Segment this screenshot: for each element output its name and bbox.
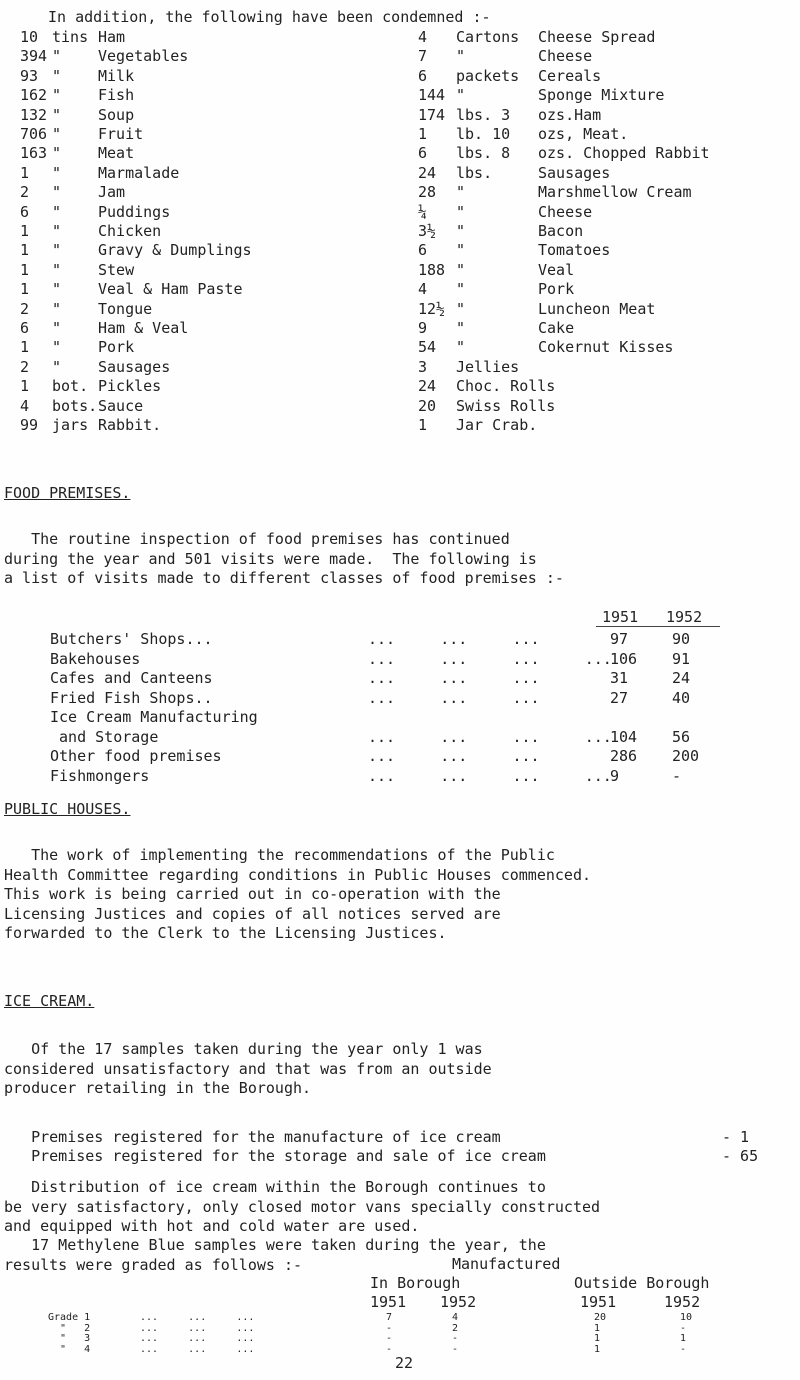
condemned-unit: " bbox=[456, 86, 466, 105]
fp-1952: 24 bbox=[672, 669, 691, 687]
public-houses-heading: PUBLIC HOUSES. bbox=[4, 800, 131, 818]
condemned-qty: 4 bbox=[20, 396, 30, 415]
condemned-qty: 706 bbox=[20, 125, 48, 143]
fp-row bbox=[0, 708, 800, 727]
condemned-qty: 1 bbox=[418, 416, 428, 434]
condemned-qty: 1 bbox=[20, 163, 30, 182]
condemned-qty: 1 bbox=[20, 338, 30, 357]
food-premises-paragraph-line: a list of visits made to different classes of food premises :- bbox=[4, 569, 564, 587]
condemned-item: Soup bbox=[98, 105, 135, 124]
public-houses-paragraph-line: This work is being carried out in co-operation with the bbox=[4, 885, 501, 903]
condemned-item: Ham & Veal bbox=[98, 319, 189, 337]
condemned-qty: 162 bbox=[20, 86, 48, 105]
condemned-unit: bot. bbox=[52, 377, 89, 396]
condemned-item: Marshmellow Cream bbox=[538, 183, 692, 202]
condemned-qty: 24 bbox=[418, 163, 437, 182]
mb-col-in-borough: In Borough bbox=[370, 1274, 461, 1292]
condemned-qty: 1 bbox=[20, 222, 30, 240]
mb-col-outside-borough: Outside Borough bbox=[574, 1274, 710, 1292]
fp-1952: 40 bbox=[672, 688, 691, 707]
fp-dots: ... ... ... bbox=[368, 630, 540, 648]
mb-in-1951: - bbox=[386, 1343, 393, 1355]
condemned-row-right bbox=[0, 377, 800, 396]
intro-line: In addition, the following have been condemned :- bbox=[48, 8, 491, 26]
condemned-qty: 2 bbox=[20, 299, 30, 318]
mb-out-1952: 10 bbox=[680, 1312, 693, 1323]
public-houses-paragraph-line: The work of implementing the recommendations of the Public bbox=[4, 846, 555, 864]
mb-in-1951: - bbox=[386, 1322, 393, 1334]
condemned-item: Milk bbox=[98, 66, 135, 85]
condemned-item: Sausages bbox=[98, 357, 171, 376]
condemned-qty: 132 bbox=[20, 105, 48, 124]
condemned-unit: " bbox=[52, 144, 62, 163]
mb-out-1952: - bbox=[680, 1343, 687, 1355]
fp-label: Fishmongers bbox=[50, 766, 150, 785]
condemned-unit: " bbox=[52, 222, 62, 240]
condemned-unit: " bbox=[456, 260, 466, 279]
condemned-qty: 3½ bbox=[418, 222, 437, 240]
condemned-unit: " bbox=[456, 241, 466, 260]
ice-cream-paragraph-2-line: be very satisfactory, only closed motor vans specially constructed bbox=[4, 1197, 601, 1216]
fp-1952: 90 bbox=[672, 630, 691, 648]
fp-1951: 27 bbox=[610, 688, 629, 707]
condemned-item: Luncheon Meat bbox=[538, 299, 656, 318]
condemned-item: Vegetables bbox=[98, 47, 189, 66]
condemned-unit: " bbox=[456, 280, 466, 299]
mb-dots: ... ... ... bbox=[140, 1312, 255, 1323]
mb-table-title: Manufactured bbox=[452, 1255, 561, 1273]
fp-dots: ... ... ... ... bbox=[368, 766, 612, 785]
fp-row bbox=[0, 650, 800, 669]
condemned-item: Marmalade bbox=[98, 163, 180, 182]
mb-grade-label: Grade 1 bbox=[48, 1312, 91, 1323]
condemned-qty: 188 bbox=[418, 260, 446, 279]
condemned-item: Cheese Spread bbox=[538, 28, 656, 46]
condemned-item: Cake bbox=[538, 319, 575, 337]
fp-1952: - bbox=[672, 766, 682, 785]
condemned-unit: " bbox=[52, 202, 62, 221]
mb-dots: ... ... ... bbox=[140, 1333, 255, 1344]
condemned-unit: " bbox=[456, 338, 466, 357]
condemned-row-right bbox=[0, 125, 800, 144]
condemned-item: Meat bbox=[98, 144, 135, 163]
condemned-unit: tins bbox=[52, 28, 89, 46]
condemned-unit: lbs. 8 bbox=[456, 144, 511, 163]
condemned-qty: 2 bbox=[20, 357, 30, 376]
fp-row bbox=[0, 747, 800, 766]
mb-in-1952: 4 bbox=[452, 1312, 459, 1323]
condemned-qty: 1 bbox=[20, 260, 30, 279]
mb-in-1952: - bbox=[452, 1343, 459, 1355]
food-premises-heading: FOOD PREMISES. bbox=[4, 484, 131, 502]
fp-1951: 97 bbox=[610, 630, 629, 648]
fp-dots: ... ... ... bbox=[368, 688, 540, 707]
ice-cream-paragraph-3-line: 17 Methylene Blue samples were taken during the year, the bbox=[4, 1236, 546, 1254]
ice-cream-paragraph-3-line: results were graded as follows :- bbox=[4, 1255, 303, 1274]
condemned-item: Cereals bbox=[538, 66, 602, 85]
mb-out-1952: - bbox=[680, 1322, 687, 1334]
condemned-qty: 1 bbox=[20, 241, 30, 260]
condemned-qty: 12½ bbox=[418, 299, 446, 318]
condemned-unit: " bbox=[456, 299, 466, 318]
condemned-qty: 4 bbox=[418, 280, 428, 299]
condemned-row-right bbox=[0, 358, 800, 377]
condemned-unit: " bbox=[52, 86, 62, 105]
condemned-qty: 6 bbox=[418, 241, 428, 260]
condemned-qty: 6 bbox=[418, 66, 428, 85]
condemned-unit: " bbox=[52, 183, 62, 202]
mb-grade-label: " 2 bbox=[48, 1322, 91, 1334]
condemned-item: Pork bbox=[538, 280, 575, 299]
mb-out-1951: 1 bbox=[594, 1322, 601, 1334]
mb-in-1951: - bbox=[386, 1333, 393, 1344]
fp-label: Butchers' Shops... bbox=[50, 630, 213, 648]
condemned-unit: jars bbox=[52, 416, 89, 434]
mb-row bbox=[0, 1344, 800, 1355]
condemned-item: Cokernut Kisses bbox=[538, 338, 674, 357]
condemned-unit: " bbox=[456, 319, 466, 337]
fp-1951: 31 bbox=[610, 669, 629, 687]
condemned-item: Jam bbox=[98, 183, 126, 202]
condemned-qty: 28 bbox=[418, 183, 437, 202]
condemned-unit: " bbox=[52, 299, 62, 318]
mb-year-in-1952: 1952 bbox=[440, 1293, 477, 1311]
condemned-item: Tomatoes bbox=[538, 241, 611, 260]
registered-manufacture-value: - 1 bbox=[722, 1128, 750, 1146]
mb-row bbox=[0, 1312, 800, 1323]
condemned-row-right bbox=[0, 397, 800, 416]
fp-dots: ... ... ... bbox=[368, 669, 540, 687]
condemned-qty: 1 bbox=[20, 377, 30, 396]
fp-year-1952: 1952 bbox=[666, 608, 703, 626]
mb-grade-label: " 4 bbox=[48, 1343, 91, 1355]
condemned-item: Sponge Mixture bbox=[538, 86, 665, 105]
condemned-qty: 10 bbox=[20, 28, 39, 46]
condemned-unit: " bbox=[52, 163, 62, 182]
condemned-unit: bots. bbox=[52, 396, 98, 415]
fp-1951: 104 bbox=[610, 727, 638, 746]
condemned-unit: Swiss Rolls bbox=[456, 396, 556, 415]
condemned-qty: 93 bbox=[20, 66, 39, 85]
fp-year-1951: 1951 bbox=[602, 608, 639, 626]
condemned-qty: 3 bbox=[418, 357, 428, 376]
condemned-unit: " bbox=[52, 241, 62, 260]
fp-label: Other food premises bbox=[50, 747, 222, 765]
condemned-unit: lb. 10 bbox=[456, 125, 511, 143]
condemned-item: Rabbit. bbox=[98, 416, 162, 434]
condemned-qty: 24 bbox=[418, 377, 437, 396]
ice-cream-paragraph-1-line: producer retailing in the Borough. bbox=[4, 1079, 312, 1097]
fp-dots: ... ... ... ... bbox=[368, 649, 612, 668]
condemned-unit: Jar Crab. bbox=[456, 416, 538, 434]
ice-cream-paragraph-1-line: considered unsatisfactory and that was from an outside bbox=[4, 1059, 492, 1078]
public-houses-paragraph-line: forwarded to the Clerk to the Licensing Justices. bbox=[4, 924, 447, 942]
condemned-unit: " bbox=[52, 260, 62, 279]
mb-row bbox=[0, 1333, 800, 1344]
condemned-item: Cheese bbox=[538, 202, 593, 221]
mb-in-1952: 2 bbox=[452, 1322, 459, 1334]
condemned-unit: " bbox=[52, 66, 62, 85]
condemned-unit: " bbox=[52, 357, 62, 376]
condemned-qty: 1 bbox=[418, 125, 428, 143]
condemned-qty: 6 bbox=[20, 202, 30, 221]
condemned-row-right bbox=[0, 183, 800, 202]
condemned-unit: " bbox=[456, 202, 466, 221]
fp-1951: 286 bbox=[610, 747, 638, 765]
ice-cream-paragraph-2-line: and equipped with hot and cold water are used. bbox=[4, 1217, 420, 1235]
mb-dots: ... ... ... bbox=[140, 1343, 255, 1355]
fp-label: Fried Fish Shops.. bbox=[50, 688, 213, 707]
condemned-row-right bbox=[0, 222, 800, 241]
condemned-qty: 394 bbox=[20, 47, 48, 66]
fp-dots: ... ... ... bbox=[368, 747, 540, 765]
condemned-unit: Choc. Rolls bbox=[456, 377, 556, 396]
registered-manufacture-label: Premises registered for the manufacture of ice cream bbox=[4, 1128, 501, 1146]
condemned-item: Stew bbox=[98, 260, 135, 279]
registered-storage-value: - 65 bbox=[722, 1147, 759, 1165]
fp-label: and Storage bbox=[50, 727, 159, 746]
condemned-row-right bbox=[0, 67, 800, 86]
condemned-qty: 7 bbox=[418, 47, 428, 66]
condemned-qty: 54 bbox=[418, 338, 437, 357]
condemned-row-right bbox=[0, 280, 800, 299]
condemned-row-right bbox=[0, 86, 800, 105]
mb-in-1951: 7 bbox=[386, 1312, 393, 1323]
condemned-item: Fruit bbox=[98, 125, 144, 143]
fp-row bbox=[0, 728, 800, 747]
public-houses-paragraph-line: Licensing Justices and copies of all notices served are bbox=[4, 904, 501, 923]
ice-cream-paragraph-1-line: Of the 17 samples taken during the year only 1 was bbox=[4, 1040, 483, 1058]
condemned-row-right bbox=[0, 28, 800, 47]
condemned-qty: 144 bbox=[418, 86, 446, 105]
condemned-unit: " bbox=[52, 105, 62, 124]
fp-year-rule bbox=[596, 626, 720, 627]
condemned-unit: " bbox=[52, 319, 62, 337]
condemned-row-right bbox=[0, 261, 800, 280]
mb-grade-label: " 3 bbox=[48, 1333, 91, 1344]
condemned-item: ozs.Ham bbox=[538, 105, 602, 124]
condemned-row-right bbox=[0, 319, 800, 338]
condemned-item: Pickles bbox=[98, 377, 162, 396]
mb-year-out-1952: 1952 bbox=[664, 1293, 701, 1311]
condemned-unit: " bbox=[456, 183, 466, 202]
condemned-qty: 2 bbox=[20, 183, 30, 202]
page-number: 22 bbox=[395, 1354, 414, 1372]
condemned-item: Sauce bbox=[98, 396, 144, 415]
mb-row bbox=[0, 1323, 800, 1334]
condemned-item: Cheese bbox=[538, 47, 593, 66]
condemned-row-right bbox=[0, 203, 800, 222]
fp-row bbox=[0, 767, 800, 786]
condemned-unit: " bbox=[52, 338, 62, 357]
condemned-item: ozs, Meat. bbox=[538, 125, 629, 143]
condemned-item: Puddings bbox=[98, 202, 171, 221]
condemned-unit: " bbox=[52, 125, 62, 143]
condemned-item: Ham bbox=[98, 28, 126, 46]
food-premises-paragraph-line: The routine inspection of food premises has continued bbox=[4, 530, 510, 548]
fp-dots: ... ... ... ... bbox=[368, 727, 612, 746]
food-premises-paragraph-line: during the year and 501 visits were made. The following is bbox=[4, 549, 537, 568]
condemned-row-right bbox=[0, 164, 800, 183]
condemned-unit: packets bbox=[456, 66, 520, 85]
condemned-row-right bbox=[0, 241, 800, 260]
fp-1952: 56 bbox=[672, 727, 691, 746]
mb-year-in-1951: 1951 bbox=[370, 1293, 407, 1311]
fp-1952: 91 bbox=[672, 649, 691, 668]
public-houses-paragraph-line: Health Committee regarding conditions in Public Houses commenced. bbox=[4, 865, 591, 884]
condemned-qty: ¼ bbox=[418, 202, 428, 221]
condemned-unit: " bbox=[456, 222, 466, 240]
fp-1952: 200 bbox=[672, 747, 700, 765]
condemned-unit: Jellies bbox=[456, 357, 520, 376]
fp-1951: 9 bbox=[610, 766, 620, 785]
condemned-qty: 99 bbox=[20, 416, 39, 434]
mb-out-1951: 1 bbox=[594, 1343, 601, 1355]
condemned-qty: 174 bbox=[418, 105, 446, 124]
fp-label: Bakehouses bbox=[50, 649, 141, 668]
condemned-item: Sausages bbox=[538, 163, 611, 182]
fp-label: Ice Cream Manufacturing bbox=[50, 708, 258, 726]
condemned-qty: 6 bbox=[20, 319, 30, 337]
condemned-item: Chicken bbox=[98, 222, 162, 240]
condemned-row-right bbox=[0, 300, 800, 319]
mb-in-1952: - bbox=[452, 1333, 459, 1344]
condemned-unit: " bbox=[456, 47, 466, 66]
condemned-item: Pork bbox=[98, 338, 135, 357]
condemned-unit: lbs. 3 bbox=[456, 105, 511, 124]
fp-1951: 106 bbox=[610, 649, 638, 668]
fp-row bbox=[0, 669, 800, 688]
fp-row bbox=[0, 630, 800, 649]
condemned-row-right bbox=[0, 338, 800, 357]
condemned-row-right bbox=[0, 416, 800, 435]
condemned-item: Veal & Ham Paste bbox=[98, 280, 243, 299]
condemned-row-right bbox=[0, 47, 800, 66]
condemned-qty: 163 bbox=[20, 144, 48, 163]
mb-dots: ... ... ... bbox=[140, 1322, 255, 1334]
condemned-qty: 6 bbox=[418, 144, 428, 163]
ice-cream-paragraph-2-line: Distribution of ice cream within the Borough continues to bbox=[4, 1178, 546, 1196]
condemned-item: Veal bbox=[538, 260, 575, 279]
condemned-item: Gravy & Dumplings bbox=[98, 241, 252, 260]
mb-year-out-1951: 1951 bbox=[580, 1293, 617, 1311]
condemned-unit: Cartons bbox=[456, 28, 520, 46]
condemned-unit: " bbox=[52, 280, 62, 299]
condemned-qty: 20 bbox=[418, 396, 437, 415]
condemned-row-right bbox=[0, 144, 800, 163]
condemned-row-right bbox=[0, 106, 800, 125]
condemned-item: ozs. Chopped Rabbit bbox=[538, 144, 710, 163]
condemned-unit: lbs. bbox=[456, 163, 493, 182]
condemned-qty: 9 bbox=[418, 319, 428, 337]
fp-label: Cafes and Canteens bbox=[50, 669, 213, 687]
condemned-qty: 4 bbox=[418, 28, 428, 46]
mb-out-1951: 1 bbox=[594, 1333, 601, 1344]
ice-cream-heading: ICE CREAM. bbox=[4, 992, 95, 1010]
mb-out-1951: 20 bbox=[594, 1312, 607, 1323]
fp-row bbox=[0, 689, 800, 708]
condemned-unit: " bbox=[52, 47, 62, 66]
condemned-item: Bacon bbox=[538, 222, 584, 240]
condemned-qty: 1 bbox=[20, 280, 30, 299]
condemned-item: Tongue bbox=[98, 299, 153, 318]
registered-storage-label: Premises registered for the storage and sale of ice cream bbox=[4, 1147, 546, 1165]
mb-out-1952: 1 bbox=[680, 1333, 687, 1344]
condemned-item: Fish bbox=[98, 86, 135, 105]
